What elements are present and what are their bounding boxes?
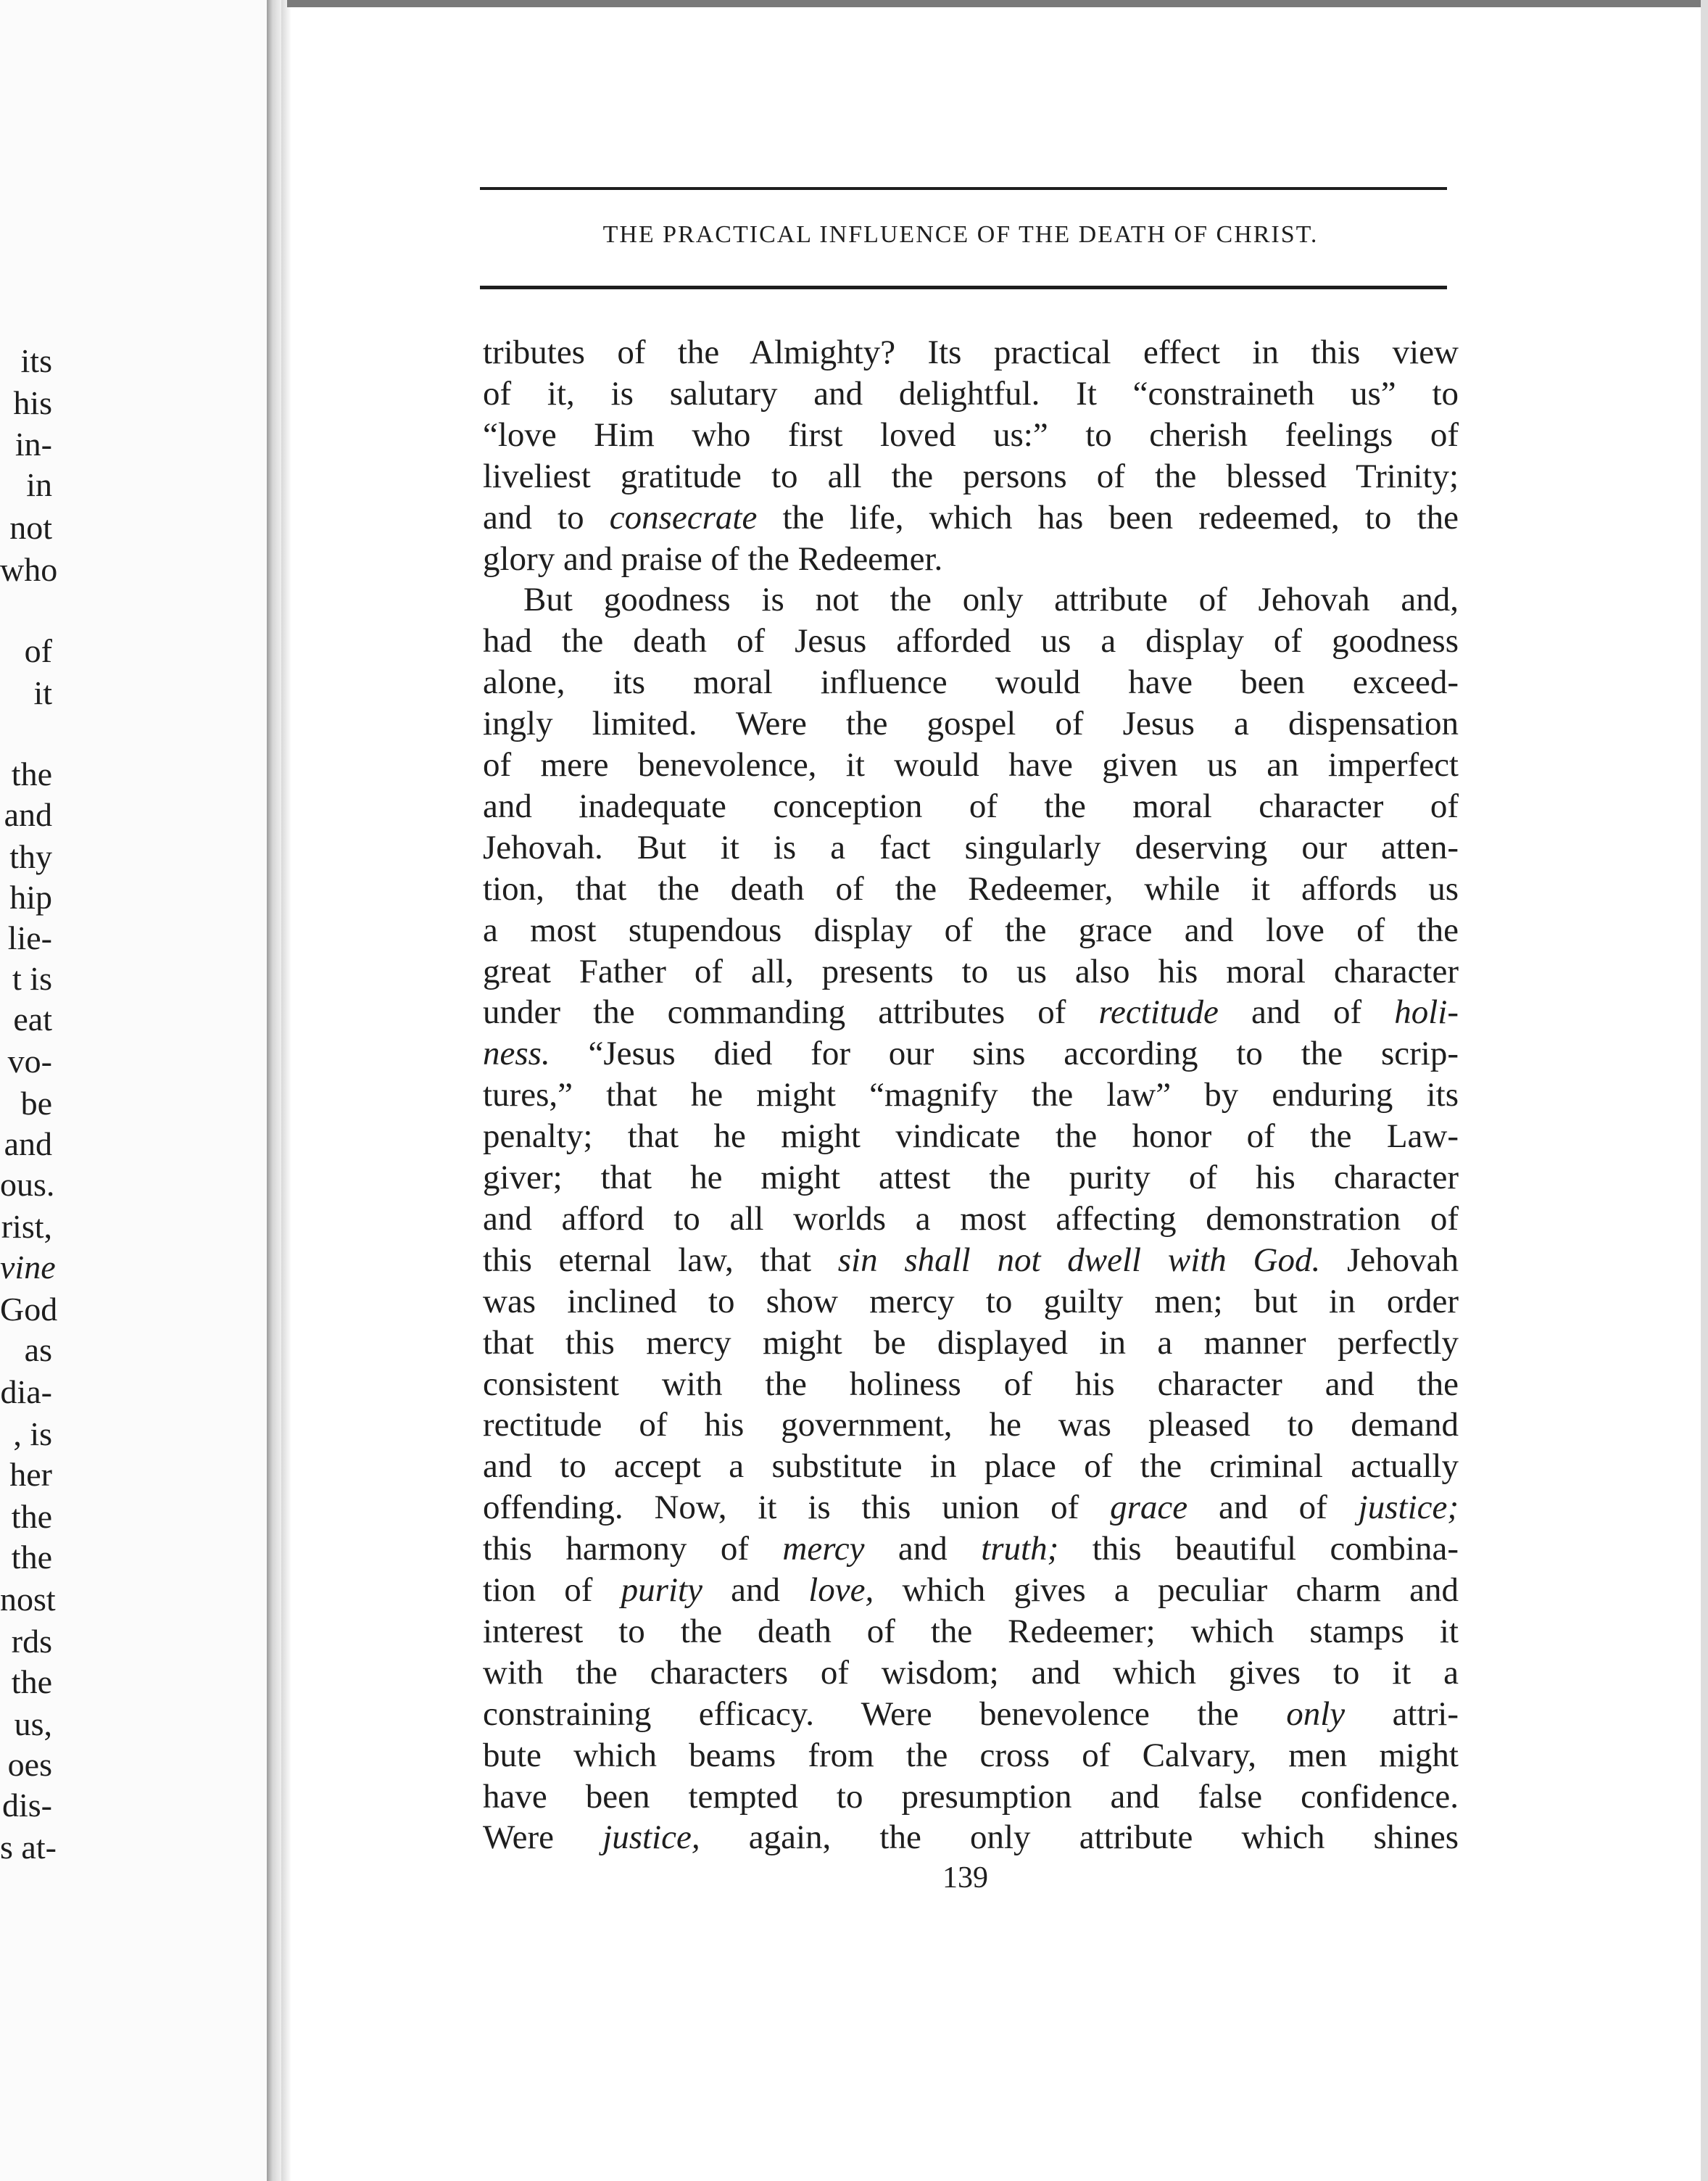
- text-segment: bute which beams from the cross of Calvary, men might: [483, 1737, 1459, 1774]
- left-page-fragment: his: [13, 384, 52, 421]
- running-head-top-rule: [480, 187, 1447, 190]
- italic-text-segment: sin shall not dwell with God.: [837, 1241, 1321, 1279]
- text-segment: giver; that he might attest the purity of his character: [483, 1159, 1459, 1196]
- text-segment: and to: [483, 499, 610, 537]
- left-page-fragment: thy: [9, 838, 52, 875]
- text-line: [483, 1776, 1459, 1817]
- text-line: [483, 703, 1459, 744]
- text-segment: attri-: [1345, 1695, 1459, 1733]
- text-segment: of it, is salutary and delightful. It “constraineth us” to: [483, 375, 1459, 413]
- text-segment: of mere benevolence, it would have given us an imperfect: [483, 746, 1459, 784]
- left-page-fragment: and: [4, 1125, 52, 1162]
- text-segment: and: [864, 1530, 982, 1568]
- text-line: [483, 456, 1459, 497]
- text-line: [483, 1487, 1459, 1528]
- text-line: [483, 415, 1459, 455]
- text-line: [483, 579, 1459, 620]
- text-line: [483, 1446, 1459, 1486]
- italic-text-segment: justice,: [602, 1818, 700, 1856]
- left-page-fragment: s at-: [0, 1829, 57, 1866]
- running-head-bottom-rule: [480, 286, 1447, 289]
- text-segment: under the commanding attributes of: [483, 993, 1099, 1031]
- text-line: [483, 910, 1459, 951]
- italic-text-segment: rectitude: [1098, 993, 1219, 1031]
- book-gutter: [267, 0, 281, 2181]
- text-segment: and inadequate conception of the moral character of: [483, 787, 1459, 825]
- text-segment: penalty; that he might vindicate the honor of the Law-: [483, 1117, 1459, 1155]
- text-segment: this harmony of: [483, 1530, 783, 1568]
- text-segment: consistent with the holiness of his character and the: [483, 1365, 1459, 1403]
- left-page-fragment: as: [24, 1331, 52, 1368]
- text-line: [483, 1570, 1459, 1610]
- gutter-shadow: [281, 0, 291, 2181]
- text-segment: liveliest gratitude to all the persons of the blessed Trinity;: [483, 458, 1459, 495]
- text-line: [483, 1199, 1459, 1239]
- left-page-fragment: the: [11, 1663, 52, 1700]
- text-line: [483, 827, 1459, 868]
- text-line: [483, 1240, 1459, 1280]
- text-line: [483, 1652, 1459, 1693]
- text-segment: “Jesus died for our sins according to the scrip-: [550, 1035, 1459, 1072]
- text-segment: tion, that the death of the Redeemer, while it affords us: [483, 870, 1459, 908]
- text-segment: great Father of all, presents to us also his moral character: [483, 953, 1459, 990]
- left-page-fragment: its: [20, 342, 52, 379]
- left-page-fragment: not: [9, 509, 52, 546]
- text-segment: Jehovah: [1320, 1241, 1459, 1279]
- left-page-fragment: her: [9, 1456, 52, 1493]
- italic-text-segment: purity: [621, 1571, 702, 1609]
- text-line: [483, 332, 1459, 373]
- page-number: 139: [942, 1861, 988, 1895]
- left-page-fragment: and: [4, 796, 52, 833]
- text-segment: rectitude of his government, he was pleased to demand: [483, 1406, 1459, 1444]
- text-line: [483, 1611, 1459, 1652]
- italic-text-segment: ness.: [483, 1035, 550, 1072]
- text-segment: was inclined to show mercy to guilty men; but in order: [483, 1283, 1459, 1320]
- text-segment: offending. Now, it is this union of: [483, 1489, 1111, 1526]
- text-segment: constraining efficacy. Were benevolence the: [483, 1695, 1287, 1733]
- italic-text-segment: holi-: [1394, 993, 1459, 1031]
- text-segment: and of: [1187, 1489, 1359, 1526]
- running-head: THE PRACTICAL INFLUENCE OF THE DEATH OF CHRIST.: [602, 221, 1319, 248]
- text-line: [483, 869, 1459, 909]
- left-page-fragment: in-: [14, 426, 52, 463]
- text-line: [483, 1817, 1459, 1858]
- text-line: [483, 992, 1459, 1032]
- text-line: [483, 786, 1459, 827]
- text-segment: a most stupendous display of the grace and love of the: [483, 911, 1459, 949]
- left-page-fragment: eat: [13, 1001, 52, 1038]
- left-page-fragment: vo-: [7, 1043, 52, 1080]
- text-line: [483, 539, 1459, 579]
- text-line: [483, 662, 1459, 703]
- text-segment: and afford to all worlds a most affecting demonstration of: [483, 1200, 1459, 1238]
- left-page-fragment: t is: [12, 960, 52, 997]
- text-segment: that this mercy might be displayed in a manner perfectly: [483, 1324, 1459, 1362]
- text-segment: and to accept a substitute in place of the criminal actually: [483, 1447, 1459, 1485]
- text-line: [483, 1281, 1459, 1322]
- text-segment: glory and praise of the Redeemer.: [483, 540, 943, 578]
- text-segment: “love Him who first loved us:” to cherish feelings of: [483, 416, 1459, 454]
- text-line: [483, 1075, 1459, 1115]
- text-segment: had the death of Jesus afforded us a display of goodness: [483, 622, 1459, 660]
- text-segment: alone, its moral influence would have been exceed-: [483, 663, 1459, 701]
- italic-text-segment: mercy: [782, 1530, 865, 1568]
- text-segment: tion of: [483, 1571, 621, 1609]
- italic-text-segment: justice;: [1358, 1489, 1459, 1526]
- left-page-fragment: the: [11, 756, 52, 792]
- text-segment: tures,” that he might “magnify the law” by enduring its: [483, 1076, 1459, 1114]
- left-page-fragment: the: [11, 1539, 52, 1576]
- text-line: [483, 1735, 1459, 1776]
- text-segment: have been tempted to presumption and false confidence.: [483, 1778, 1459, 1816]
- text-line: [483, 1116, 1459, 1156]
- left-page-fragment: the: [11, 1498, 52, 1535]
- text-segment: with the characters of wisdom; and which gives to it a: [483, 1654, 1459, 1692]
- text-line: [483, 1364, 1459, 1404]
- text-line: [483, 373, 1459, 414]
- text-segment: which gives a peculiar charm and: [874, 1571, 1459, 1609]
- text-line: [483, 1033, 1459, 1074]
- left-page-fragment: hip: [9, 879, 52, 916]
- text-segment: interest to the death of the Redeemer; which stamps it: [483, 1613, 1459, 1650]
- italic-text-segment: love,: [808, 1571, 874, 1609]
- text-line: [483, 745, 1459, 785]
- text-line: [483, 1694, 1459, 1734]
- left-page-fragment: vine: [0, 1249, 56, 1286]
- left-page-fragment: be: [20, 1085, 52, 1122]
- left-page-fragment: lie-: [7, 919, 52, 956]
- left-page-fragment: dis-: [2, 1787, 52, 1824]
- left-page: [0, 0, 270, 2181]
- text-segment: ingly limited. Were the gospel of Jesus a dispensation: [483, 705, 1459, 742]
- text-segment: again, the only attribute which shines: [700, 1818, 1459, 1856]
- left-page-fragment: dia-: [0, 1373, 52, 1410]
- left-page-fragment: who: [0, 551, 58, 588]
- text-line: [483, 621, 1459, 661]
- text-segment: the life, which has been redeemed, to the: [757, 499, 1459, 537]
- text-line: [483, 1404, 1459, 1445]
- italic-text-segment: consecrate: [609, 499, 758, 537]
- left-page-fragment: in: [26, 466, 52, 503]
- left-page-fragment: rist,: [1, 1208, 52, 1245]
- italic-text-segment: truth;: [981, 1530, 1059, 1568]
- left-page-fragment: nost: [0, 1581, 56, 1618]
- text-segment: tributes of the Almighty? Its practical effect in this view: [483, 334, 1459, 371]
- left-page-fragment: of: [24, 632, 52, 669]
- text-line: [483, 497, 1459, 538]
- text-segment: But goodness is not the only attribute of Jehovah and,: [523, 581, 1459, 618]
- text-line: [483, 1528, 1459, 1569]
- text-segment: and of: [1218, 993, 1395, 1031]
- text-line: [483, 1323, 1459, 1363]
- left-page-fragment: rds: [11, 1623, 52, 1660]
- left-page-fragment: us,: [14, 1705, 52, 1742]
- left-page-fragment: oes: [7, 1746, 52, 1783]
- left-page-fragment: ous.: [0, 1166, 55, 1203]
- left-page-fragment: it: [33, 674, 52, 711]
- text-line: [483, 1157, 1459, 1198]
- text-segment: Were: [483, 1818, 603, 1856]
- text-segment: and: [702, 1571, 809, 1609]
- text-segment: Jehovah. But it is a fact singularly deserving our atten-: [483, 829, 1459, 866]
- left-page-fragment: God: [0, 1291, 58, 1328]
- page-right-edge: [1701, 0, 1708, 2181]
- text-segment: this beautiful combina-: [1058, 1530, 1459, 1568]
- text-segment: this eternal law, that: [483, 1241, 838, 1279]
- page-top-edge: [287, 0, 1708, 7]
- text-line: [483, 951, 1459, 992]
- italic-text-segment: grace: [1110, 1489, 1188, 1526]
- italic-text-segment: only: [1286, 1695, 1346, 1733]
- left-page-fragment: , is: [13, 1415, 52, 1452]
